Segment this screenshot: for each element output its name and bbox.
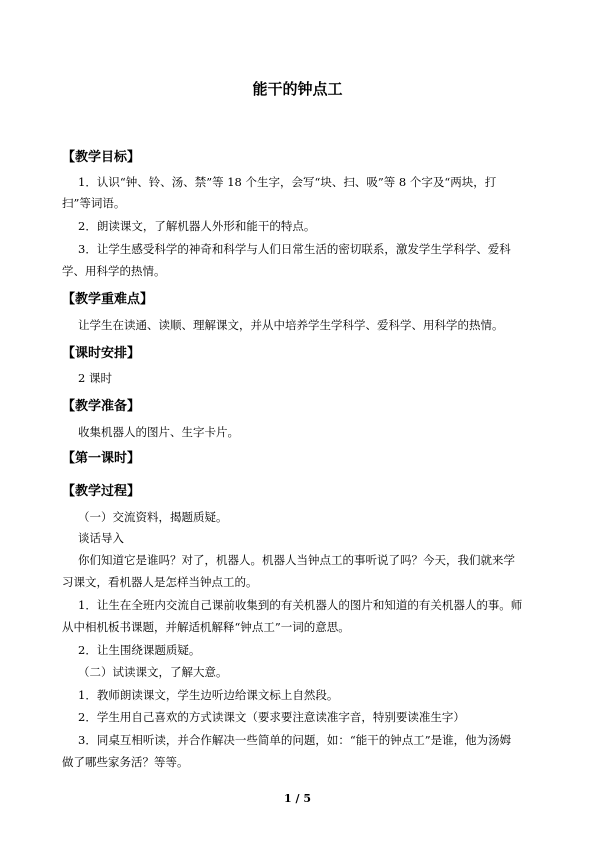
preparation-line: 收集机器人的图片、生字卡片。 bbox=[78, 425, 239, 439]
page-number: 1 / 5 bbox=[284, 792, 311, 805]
section-heading-goals: 【教学目标】 bbox=[62, 150, 141, 165]
process-line: 1．让生在全班内交流自己课前收集到的有关机器人的图片和知道的有关机器人的事。师 bbox=[78, 598, 523, 612]
process-line: 1．教师朗读课文，学生边听边给课文标上自然段。 bbox=[78, 688, 339, 702]
process-line: （一）交流资料，揭题质疑。 bbox=[78, 510, 228, 524]
goals-line: 2．朗读课文，了解机器人外形和能干的特点。 bbox=[78, 219, 316, 233]
process-line: 习课文，看机器人是怎样当钟点工的。 bbox=[62, 575, 258, 589]
process-line: 你们知道它是谁吗？对了，机器人。机器人当钟点工的事听说了吗？今天，我们就来学 bbox=[78, 553, 515, 567]
section-heading-difficulties: 【教学重难点】 bbox=[62, 292, 154, 307]
section-heading-schedule: 【课时安排】 bbox=[62, 346, 141, 361]
process-line: 2．学生用自己喜欢的方式读课文（要求要注意读准字音，特别要读准生字） bbox=[78, 710, 465, 724]
section-heading-process: 【教学过程】 bbox=[62, 484, 141, 499]
section-heading-preparation: 【教学准备】 bbox=[62, 399, 141, 414]
page-title: 能干的钟点工 bbox=[252, 80, 343, 98]
goals-line: 扫”等词语。 bbox=[62, 196, 126, 210]
section-heading-first-lesson: 【第一课时】 bbox=[62, 451, 141, 466]
schedule-line: 2 课时 bbox=[78, 371, 112, 385]
goals-line: 学、用科学的热情。 bbox=[62, 264, 166, 278]
goals-line: 1．认识“钟、铃、汤、禁”等 18 个生字，会写“块、扫、吸”等 8 个字及“两块，打 bbox=[78, 175, 497, 189]
process-line: 2．让生围绕课题质疑。 bbox=[78, 643, 201, 657]
difficulties-line: 让学生在读通、读顺、理解课文，并从中培养学生学科学、爱科学、用科学的热情。 bbox=[78, 318, 504, 332]
process-line: （二）试读课文，了解大意。 bbox=[78, 665, 228, 679]
goals-line: 3．让学生感受科学的神奇和科学与人们日常生活的密切联系，激发学生学科学、爱科 bbox=[78, 242, 511, 256]
process-line: 谈话导入 bbox=[78, 531, 124, 545]
process-line: 从中相机板书课题，并解适机解释“钟点工”一词的意思。 bbox=[62, 620, 350, 634]
process-line: 做了哪些家务活？等等。 bbox=[62, 755, 189, 769]
process-line: 3．同桌互相听读，并合作解决一些简单的问题，如：“能干的钟点工”是谁，他为汤姆 bbox=[78, 733, 512, 747]
